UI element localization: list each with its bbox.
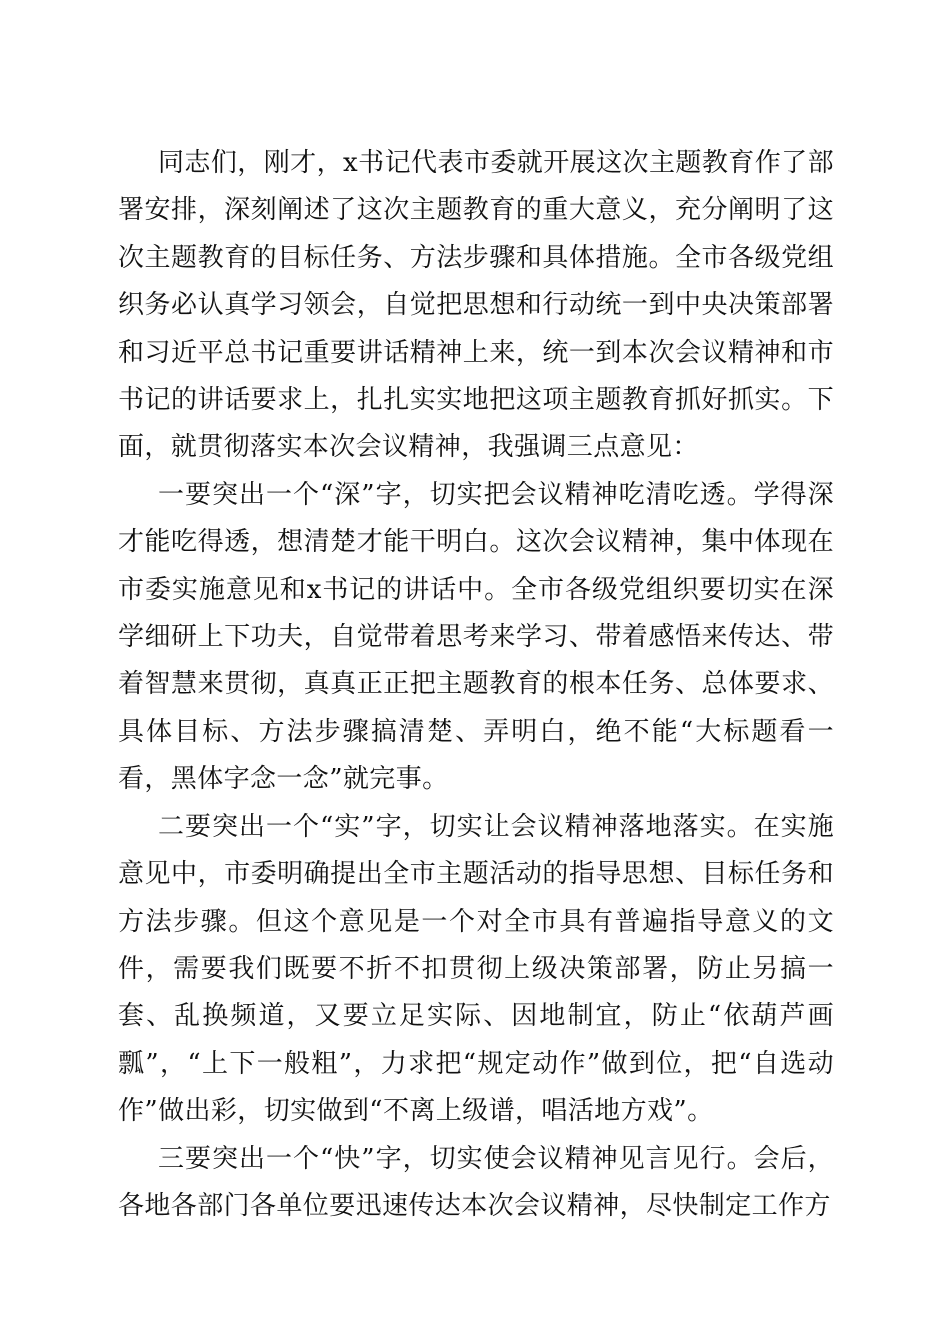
- paragraph-intro: 同志们，刚才，x书记代表市委就开展这次主题教育作了部署安排，深刻阐述了这次主题教育的重大意义，充分阐明了这次主题教育的目标任务、方法步骤和具体措施。全市各级党组织务必认真学习领会，自觉把思想和行动统一到中央决策部署和习近平总书记重要讲话精神上来，统一到本次会议精神和市书记的讲话要求上，扎扎实实地把这项主题教育抓好抓实。下面，就贯彻落实本次会议精神，我强调三点意见：: [118, 148, 834, 463]
- document-body: [118, 140, 834, 1230]
- paragraph-point-two: 二要突出一个“实”字，切实让会议精神落地落实。在实施意见中，市委明确提出全市主题活动的指导思想、目标任务和方法步骤。但这个意见是一个对全市具有普遍指导意义的文件，需要我们既要不折不扣贯彻上级决策部署，防止另搞一套、乱换频道，又要立足实际、因地制宜，防止“依葫芦画瓢”，“上下一般粗”，力求把“规定动作”做到位，把“自选动作”做出彩，切实做到“不离上级谱，唱活地方戏”。: [118, 811, 834, 1127]
- paragraph-point-three: 三要突出一个“快”字，切实使会议精神见言见行。会后，各地各部门各单位要迅速传达本次会议精神，尽快制定工作方: [118, 1143, 834, 1221]
- paragraph-point-one: 一要突出一个“深”字，切实把会议精神吃清吃透。学得深才能吃得透，想清楚才能干明白。这次会议精神，集中体现在市委实施意见和x书记的讲话中。全市各级党组织要切实在深学细研上下功夫，自觉带着思考来学习、带着感悟来传达、带着智慧来贯彻，真真正正把主题教育的根本任务、总体要求、具体目标、方法步骤搞清楚、弄明白，绝不能“大标题看一看，黑体字念一念”就完事。: [118, 479, 834, 795]
